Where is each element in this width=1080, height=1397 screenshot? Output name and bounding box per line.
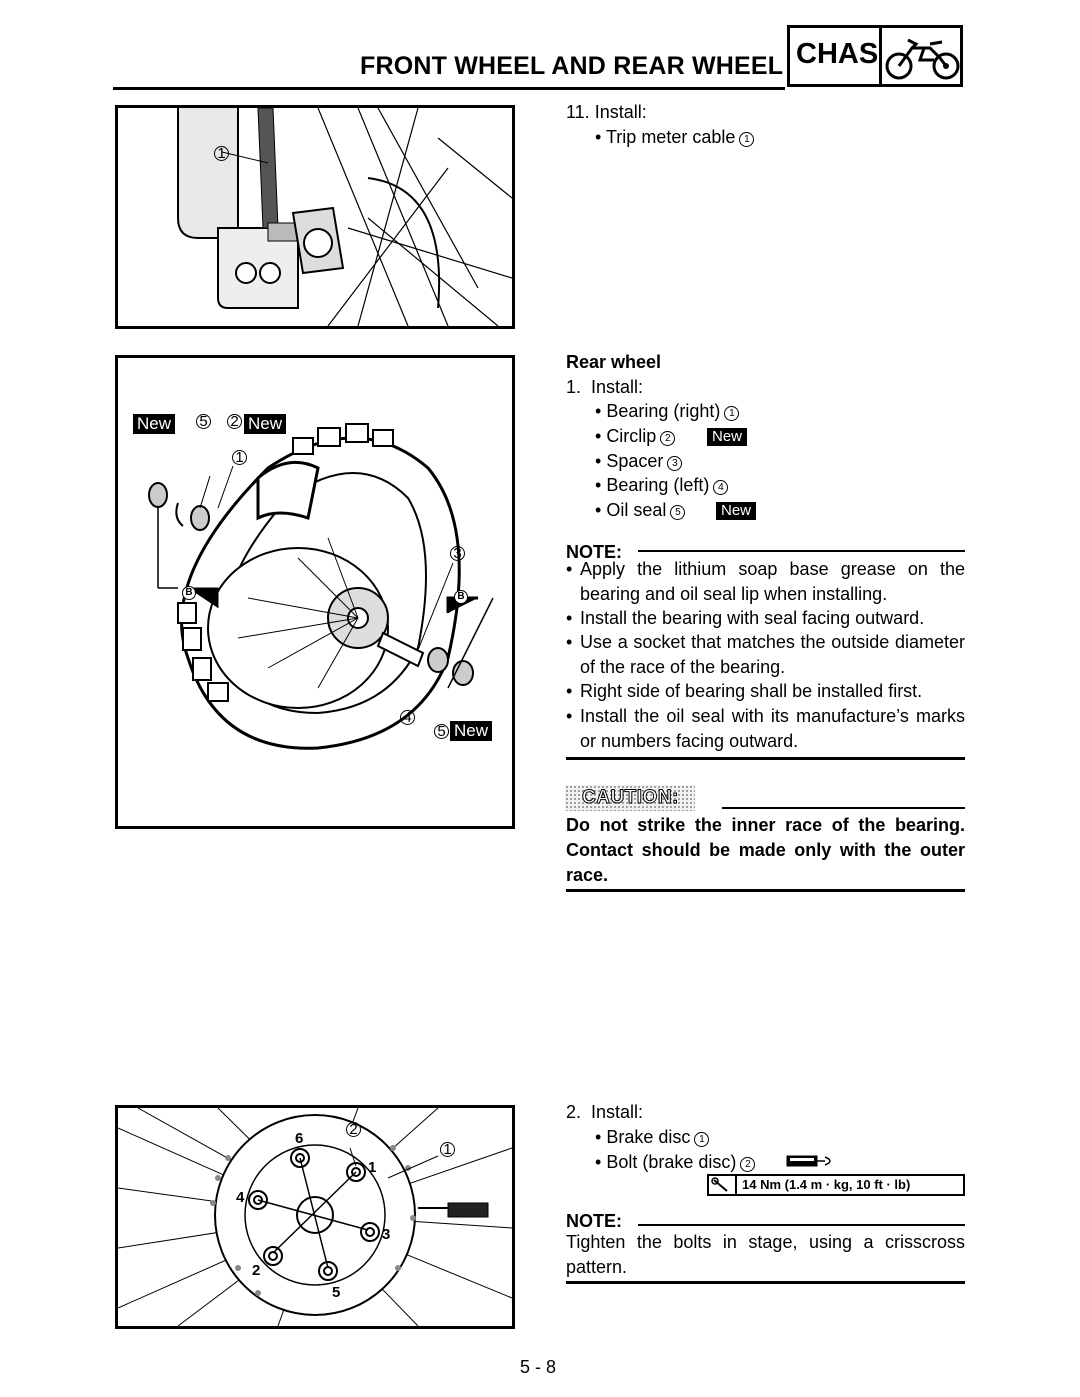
- item-ref: 1: [694, 1132, 709, 1147]
- item-label: Circlip: [606, 426, 657, 446]
- callout-1: 1: [232, 450, 247, 465]
- note-text: Use a socket that matches the outside diameter of the race of the bearing.: [580, 632, 965, 677]
- grease-tag: B: [454, 590, 468, 604]
- item-label: Trip meter cable: [605, 127, 736, 147]
- step-action: Install:: [594, 102, 647, 122]
- header-rule: [113, 87, 785, 90]
- page-number: 5 - 8: [520, 1357, 557, 1377]
- note-rule: [638, 550, 965, 552]
- step-action: Install:: [591, 377, 644, 397]
- note-rule: [638, 1224, 965, 1226]
- item-label: Oil seal: [606, 500, 667, 520]
- list-item: • Bolt (brake disc) 2: [595, 1150, 755, 1174]
- rear-wheel-exploded-illustration: [118, 358, 512, 826]
- note-text: Apply the lithium soap base grease on the bearing and oil seal lip when installing.: [580, 559, 965, 604]
- item-ref: 1: [724, 406, 739, 421]
- new-part-tag: New: [707, 428, 747, 446]
- list-item: • Brake disc 1: [595, 1125, 709, 1149]
- callout-1: 1: [440, 1142, 455, 1157]
- section-code: CHAS: [796, 38, 879, 70]
- section-badge-divider: [879, 25, 882, 87]
- step-11-item: • Trip meter cable 1: [595, 125, 754, 149]
- note-item: • Right side of bearing shall be installed first.: [566, 679, 965, 704]
- sequence-6: 6: [295, 1130, 304, 1147]
- item-label: Spacer: [606, 451, 664, 471]
- step-number: 2.: [566, 1102, 582, 1122]
- callout-5: 5: [196, 414, 211, 429]
- note-item: • Install the oil seal with its manufacture’s marks or numbers facing outward.: [566, 704, 965, 753]
- step-number: 1.: [566, 377, 582, 397]
- step-number: 11.: [566, 102, 590, 122]
- note-item: • Use a socket that matches the outside diameter of the race of the bearing.: [566, 630, 965, 679]
- section-heading: Rear wheel: [566, 352, 662, 372]
- note-end-rule: [566, 1281, 965, 1284]
- note-item: • Apply the lithium soap base grease on the bearing and oil seal lip when installing.: [566, 557, 965, 606]
- step-2: [566, 1100, 643, 1124]
- item-label: Bearing (left): [606, 475, 710, 495]
- item-label: Bearing (right): [606, 401, 721, 421]
- list-item: • Circlip 2: [595, 424, 675, 448]
- caution-label: CAUTION:: [582, 787, 679, 808]
- sequence-1: 1: [368, 1159, 377, 1176]
- caution-rule: [722, 807, 965, 809]
- new-tag: New: [133, 414, 175, 434]
- item-label: Bolt (brake disc): [606, 1152, 737, 1172]
- callout-2: 2: [346, 1122, 361, 1137]
- new-tag: New: [244, 414, 286, 434]
- note-text: Install the bearing with seal facing outward.: [580, 608, 925, 628]
- step-action: Install:: [591, 1102, 644, 1122]
- thread-locker-icon: [785, 1152, 837, 1170]
- callout-5: 5: [434, 724, 449, 739]
- new-tag: New: [450, 721, 492, 741]
- list-item: • Bearing (left) 4: [595, 473, 728, 497]
- new-part-tag: New: [716, 502, 756, 520]
- sequence-5: 5: [332, 1284, 341, 1301]
- item-ref: 2: [740, 1157, 755, 1172]
- step-11: [566, 100, 647, 124]
- list-item: • Oil seal 5: [595, 498, 685, 522]
- brake-disc-illustration: [118, 1108, 512, 1326]
- item-ref: 4: [713, 480, 728, 495]
- callout-2: 2: [227, 414, 242, 429]
- item-ref: 1: [739, 132, 754, 147]
- sequence-3: 3: [382, 1226, 391, 1243]
- page-title: FRONT WHEEL AND REAR WHEEL: [360, 52, 784, 80]
- front-wheel-trip-meter-figure: [115, 105, 515, 329]
- trip-meter-illustration: [118, 108, 512, 326]
- note-text: Tighten the bolts in stage, using a crisscross pattern.: [566, 1232, 965, 1277]
- wrench-icon: [711, 1177, 731, 1193]
- list-item: • Bearing (right) 1: [595, 399, 739, 423]
- list-item: • Spacer 3: [595, 449, 682, 473]
- item-label: Brake disc: [606, 1127, 691, 1147]
- note-text: Right side of bearing shall be installed first.: [580, 681, 923, 701]
- callout-1: 1: [214, 146, 229, 161]
- torque-divider: [735, 1174, 737, 1196]
- item-ref: 5: [670, 505, 685, 520]
- grease-tag: B: [182, 586, 196, 600]
- note-text: Install the oil seal with its manufacture’s marks or numbers facing outward.: [580, 706, 965, 751]
- brake-disc-figure: [115, 1105, 515, 1329]
- sequence-2: 2: [252, 1262, 261, 1279]
- note-label: NOTE:: [566, 1211, 622, 1231]
- motorcycle-icon: [884, 30, 962, 84]
- caution-end-rule: [566, 889, 965, 892]
- rear-wheel-bearing-figure: [115, 355, 515, 829]
- item-ref: 2: [660, 431, 675, 446]
- note-end-rule: [566, 757, 965, 760]
- callout-4: 4: [400, 710, 415, 725]
- step-1: [566, 375, 643, 399]
- item-ref: 3: [667, 456, 682, 471]
- note-item: • Install the bearing with seal facing outward.: [566, 606, 965, 631]
- note-label: NOTE:: [566, 542, 622, 562]
- sequence-4: 4: [236, 1189, 245, 1206]
- callout-3: 3: [450, 546, 465, 561]
- torque-value: 14 Nm (1.4 m · kg, 10 ft · lb): [742, 1177, 911, 1192]
- caution-text: Do not strike the inner race of the bearing. Contact should be made only with the outer race.: [566, 815, 965, 885]
